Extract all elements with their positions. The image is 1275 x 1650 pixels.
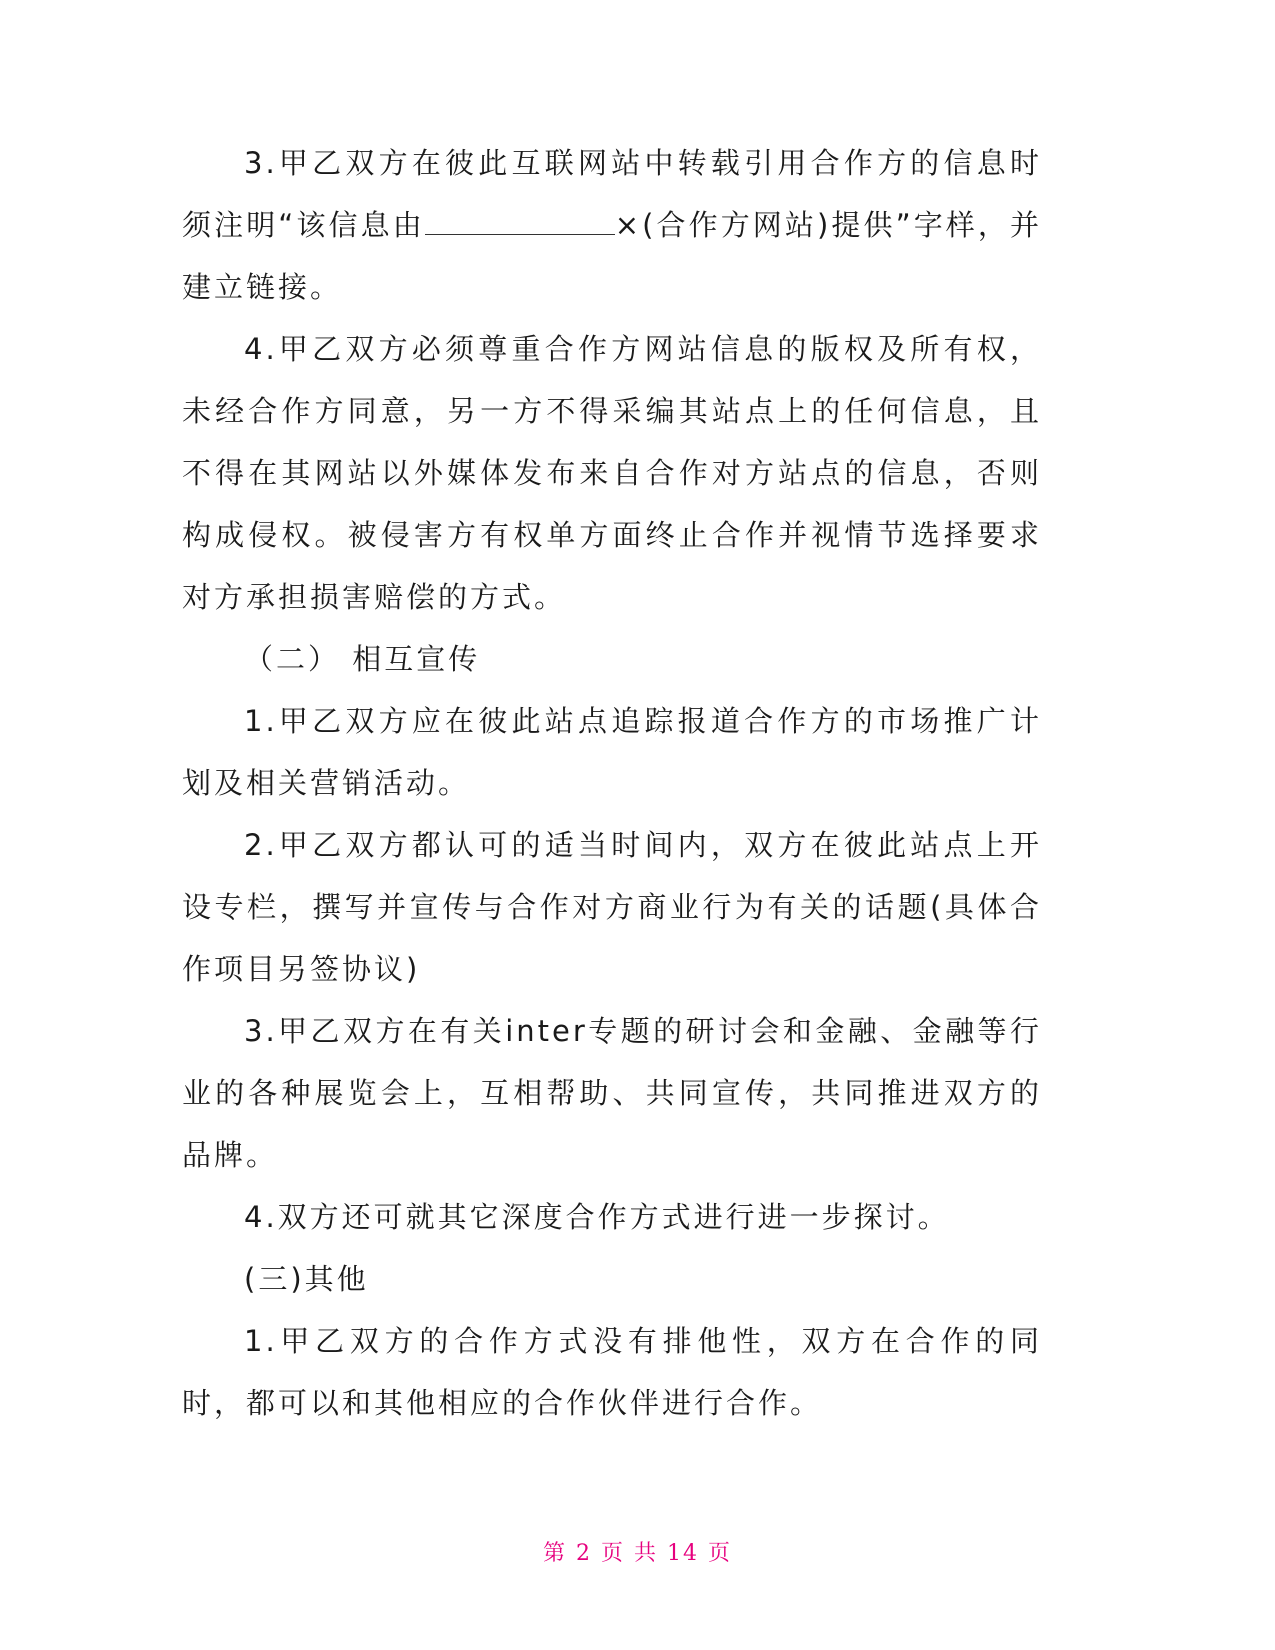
page-number-footer: 第 2 页 共 14 页 [543, 1541, 732, 1566]
paragraph-promotion-3: 3.甲乙双方在有关inter专题的研讨会和金融、金融等行业的各种展览会上，互相帮助、共同宣传，共同推进双方的品牌。 [182, 1014, 1042, 1172]
document-body [182, 132, 1042, 1434]
paragraph-promotion-2: 2.甲乙双方都认可的适当时间内，双方在彼此站点上开设专栏，撰写并宣传与合作对方商业行为有关的话题(具体合作项目另签协议) [182, 828, 1042, 986]
clause-3-text-start: 3.甲乙双方在彼此互联网站中转载引用合作方的信息时须注明“该信息由 [182, 146, 1042, 242]
paragraph-clause-4: 4.甲乙双方必须尊重合作方网站信息的版权及所有权，未经合作方同意，另一方不得采编其站点上的任何信息，且不得在其网站以外媒体发布来自合作对方站点的信息，否则构成侵权。被侵害方有权单方面终止合作并视情节选择要求对方承担损害赔偿的方式。 [182, 332, 1042, 614]
section-heading-other: (三)其他 [244, 1262, 369, 1296]
paragraph-other-1: 1.甲乙双方的合作方式没有排他性，双方在合作的同时，都可以和其他相应的合作伙伴进行合作。 [182, 1324, 1042, 1420]
paragraph-promotion-4: 4.双方还可就其它深度合作方式进行进一步探讨。 [244, 1200, 950, 1234]
paragraph-clause-3 [182, 132, 1042, 318]
clause-3-text-end: ×(合作方网站)提供”字样，并建立链接。 [182, 208, 1042, 304]
paragraph-promotion-1: 1.甲乙双方应在彼此站点追踪报道合作方的市场推广计划及相关营销活动。 [182, 704, 1042, 800]
fill-in-blank-line [425, 210, 615, 235]
section-heading-mutual-promotion: （二） 相互宣传 [244, 642, 481, 676]
